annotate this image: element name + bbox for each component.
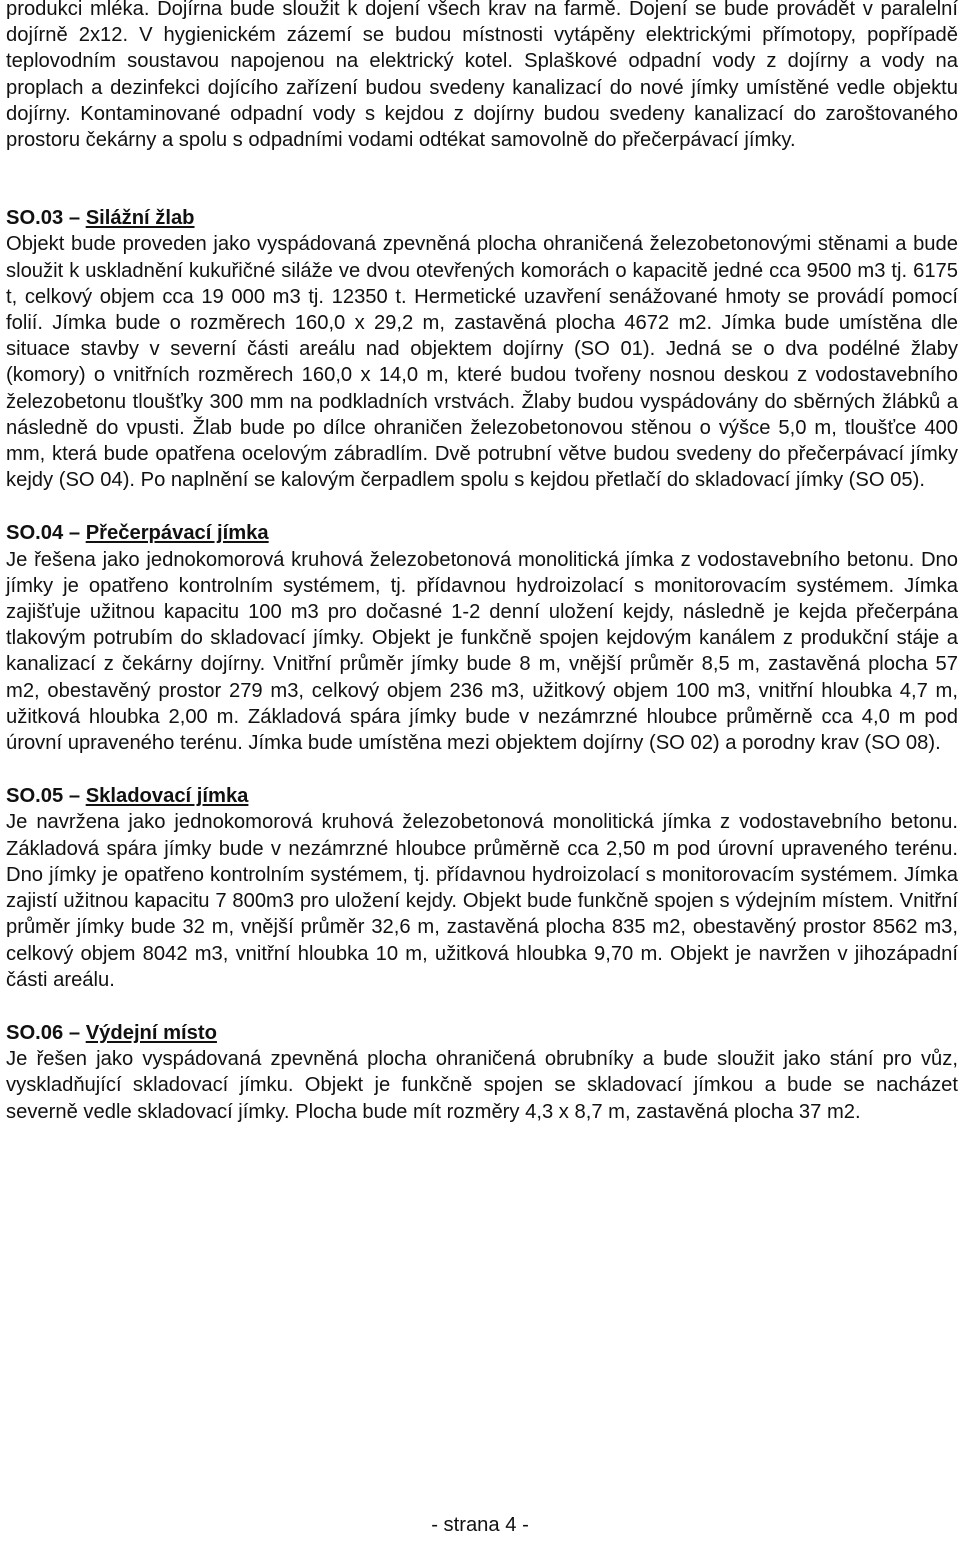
spacer [6, 993, 958, 1020]
section-so04 [6, 520, 958, 756]
section-body: Je navržena jako jednokomorová kruhová železobetonová monolitická jímka z vodostavebního betonu. Základová spára jímky bude v nezámrzné hloubce průměrně cca 2,50 m pod úrovní upraveného terénu. Dno jímky je opatřeno kontrolním systémem, tj. přídavnou hydroizolací s monitorovacím systémem. Jímka zajistí užitnou kapacitu 7 800m3 pro uložení kejdy. Objekt bude funkčně spojen s výdejním místem. Vnitřní průměr jímky bude 32 m, vnější průměr 32,6 m, zastavěná plocha 835 m2, obestavěný prostor 8562 m3, celkový objem 8042 m3, vnitřní hloubka 10 m, užitková hloubka 9,70 m. Objekt je navržen v jihozápadní části areálu. [6, 811, 958, 991]
section-dash: – [68, 1021, 81, 1044]
section-dash: – [68, 207, 81, 230]
section-body: Je řešen jako vyspádovaná zpevněná plocha ohraničená obrubníky a bude sloužit jako stání pro vůz, vyskladňující skladovací jímku. Objekt je funkčně spojen se skladovací jímkou a bude se nacházet severně vedle skladovací jímky. Plocha bude mít rozměry 4,3 x 8,7 m, zastavěná plocha 37 m2. [6, 1048, 958, 1123]
section-so05 [6, 783, 958, 993]
section-title: Skladovací jímka [85, 785, 249, 808]
section-body: Je řešena jako jednokomorová kruhová železobetonová monolitická jímka z vodostavebního betonu. Dno jímky je opatřeno kontrolním systémem, tj. přídavnou hydroizolací s monitorovacím systémem. Jímka zajišťuje užitnou kapacitu 100 m3 pro dočasné 1-2 denní uložení kejdy, následně je kejda přečerpána tlakovým potrubím do skladovací jímky. Objekt je funkčně spojen kejdovým kanálem z produkční stáje a kanalizací z čekárny dojírny. Vnitřní průměr jímky bude 8 m, vnější průměr 8,5 m, zastavěná plocha 57 m2, obestavěný prostor 279 m3, celkový objem 236 m3, užitkový objem 100 m3, vnitřní hloubka 4,7 m, užitková hloubka 2,00 m. Základová spára jímky bude v nezámrzné hloubce průměrně cca 4,0 m pod úrovní upraveného terénu. Jímka bude umístěna mezi objektem dojírny (SO 02) a porodny krav (SO 08). [6, 548, 958, 755]
section-title: Silážní žlab [85, 207, 195, 230]
spacer [6, 756, 958, 783]
section-title: Výdejní místo [85, 1021, 217, 1044]
section-heading [6, 520, 958, 546]
section-title: Přečerpávací jímka [85, 522, 269, 545]
section-heading [6, 783, 958, 809]
section-body: Objekt bude proveden jako vyspádovaná zpevněná plocha ohraničená železobetonovými stěnami a bude sloužit k uskladnění kukuřičné siláže ve dvou otevřených komorách o kapacitě jedné cca 9500 m3 tj. 6175 t, celkový objem cca 19 000 m3 tj. 12350 t. Hermetické uzavření senážované hmoty se provádí pomocí folií. Jímka bude o rozměrech 160,0 x 29,2 m, zastavěná plocha 4672 m2. Jímka bude umístěna dle situace stavby v severní části areálu nad objektem dojírny (SO 01). Jedná se o dva podélné žlaby (komory) o vnitřních rozměrech 160,0 x 14,0 m, které budou tvořeny nosnou deskou z vodostavebního železobetonu tloušťky 300 mm na podkladních vrstvách. Žlaby budou vyspádovány do sběrných žlábků a následně do vpusti. Žlab bude po dílce ohraničen železobetonovou stěnou o výšce 5,0 m, tloušťce 400 mm, která bude opatřena ocelovým zábradlím. Dvě potrubní větve budou svedeny do přečerpávací jímky kejdy (SO 04). Po naplnění se kalovým čerpadlem spolu s kejdou přetlačí do skladovací jímky (SO 05). [6, 233, 958, 492]
section-so03 [6, 205, 958, 493]
section-code: SO.04 [6, 522, 64, 545]
intro-paragraph: produkci mléka. Dojírna bude sloužit k dojení všech krav na farmě. Dojení se bude provádět v paralelní dojírně 2x12. V hygienickém zázemí se budou místnosti vytápěny elektrickými přímotopy, popřípadě teplovodním soustavou napojenou na elektrický kotel. Splaškové odpadní vody z dojírny a vody na proplach a dezinfekci dojícího zařízení budou svedeny kanalizací do nové jímky umístěné vedle objektu dojírny. Kontaminované odpadní vody s kejdou z dojírny budou svedeny kanalizací do zaroštovaného prostoru čekárny a spolu s odpadními vodami odtékat samovolně do přečerpávací jímky. [6, 0, 958, 152]
page-number: - strana 4 - [431, 1514, 529, 1536]
section-code: SO.05 [6, 785, 64, 808]
section-so06 [6, 1020, 958, 1125]
section-heading [6, 205, 958, 231]
section-code: SO.06 [6, 1021, 64, 1044]
section-dash: – [68, 522, 81, 545]
spacer [6, 153, 958, 205]
section-heading [6, 1020, 958, 1046]
section-code: SO.03 [6, 207, 64, 230]
document-page [6, 0, 958, 1125]
section-dash: – [68, 785, 81, 808]
spacer [6, 493, 958, 520]
